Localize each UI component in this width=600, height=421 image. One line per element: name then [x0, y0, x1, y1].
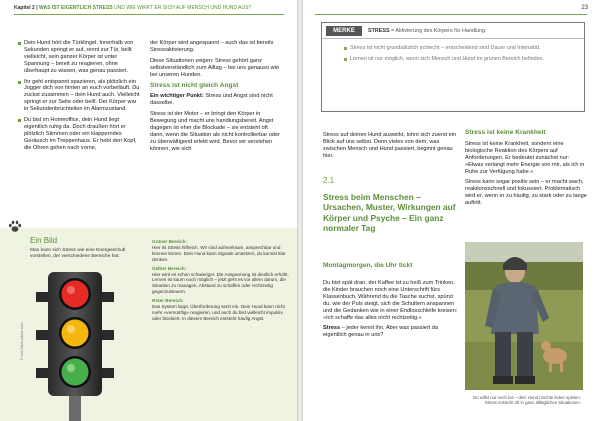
left-page: [0, 0, 297, 421]
paragraph: Diese Situationen zeigen: Stress gehört ganz selbstverständlich zum Alltag – bei uns genauso wie bei unseren Hunden.: [150, 57, 280, 78]
list-item: Du bist im Homeoffice, dein Hund liegt eigentlich ruhig da. Doch draußen hört er plötzlich Stimmen oder ein klapperndes Geräusch im Treppenhaus. Er hebt den Kopf, die Ohren gehen nach vorne,: [18, 117, 140, 152]
paragraph: Du bist spät dran, der Kaffee ist zu heiß zum Trinken, die Kinder brauchen noch eine Unterschrift fürs Klassenbuch. Während du die Tasche suchst, spürst du, wie der Puls steigt, sich die Schultern anspannen und die Gedanken wie in einer Endlosschleife kreisen: »Ich schaffe das alles nicht rechtzeitig.«: [323, 280, 458, 321]
paragraph-text: – jeder kennt ihn. Aber was passiert da eigentlich genau in uns?: [323, 325, 439, 339]
paragraph: Stress ist keine Krankheit, sondern eine biologische Reaktion des Körpers auf Anforderungen. Er bedeutet zunächst nur: »Etwas verlangt mehr Energie von mir, als ich in Ruhe zur Verfügung habe.«: [465, 140, 585, 175]
section-title: Stress beim Menschen – Ursachen, Muster, Wirkungen auf Körper und Psyche – Ein ganz normaler Tag: [323, 192, 456, 234]
paragraph: der Körper wird angespannt – auch das ist bereits Stressaktivierung.: [150, 40, 274, 53]
chapter-title: WAS IST EIGENTLICH STRESS: [39, 5, 113, 11]
box-title: Ein Bild: [30, 236, 58, 245]
stress-zones: [152, 236, 292, 324]
right-column-1: [323, 280, 459, 343]
list-item: Stress ist nicht grundsätzlich schlecht – entscheidend sind Dauer und Intensität.: [344, 45, 580, 52]
box-caption: Man kann sich Stress wie eine Energieschub vorstellen, der verschiedene Bereiche hat:: [30, 248, 126, 259]
chapter-subtitle: UND WIE WIRKT ER SICH AUF MENSCH UND HUND AUS?: [114, 5, 252, 11]
zone-text-green: Hier ist Stress hilfreich. Wir sind aufmerksam, ansprechbar und können lernen. Dein Hund kann Signale umsetzen, du kannst klar denken.: [152, 244, 286, 262]
merke-term: STRESS: [368, 28, 390, 34]
photo-caption: Du willst nur noch los – dein Hund möchte lieber spielen. Stress entsteht oft in ganz alltäglichen Situationen.: [473, 395, 581, 406]
paragraph-text: Stress und Angst sind nicht dasselbe.: [150, 93, 273, 107]
zone-title-green: Grüner Bereich:: [152, 239, 187, 244]
list-item: Ihr geht entspannt spazieren, als plötzlich ein Jogger dich von hinten an euch vorbeiläuft. Du zuckst zusammen – dein Hund auch. Vielleicht springt er zur Seite oder bellt. Der Körper war in Sekundenbruchteilen im Alarmzustand.: [18, 79, 140, 114]
list-item: Lernen ist nur möglich, wenn sich Mensch und Hund im grünen Bereich befinden.: [344, 56, 580, 63]
merke-box: [321, 22, 585, 112]
zone-title-yellow: Gelber Bereich:: [152, 265, 187, 271]
left-column-2: [150, 40, 280, 157]
emphasis: Ein wichtiger Punkt:: [150, 93, 204, 100]
paragraph: Stress ist der Motor – er bringt den Körper in Bewegung und macht uns handlungsbereit. Angst dagegen ist eher die Blockade – sie entsteht oft dann, wenn die Situation als nicht kontrollierbar oder zu überwältigend erlebt wird. Bevor wir verstehen können, wie sich: [150, 111, 280, 152]
zone-text-red: Das System kippt. Überforderung setzt ein. Dein Hund kann nicht mehr »vernünftig« reagieren, und auch du bist vielleicht impulsiv oder blockiert. In diesem Bereich entsteht häufig Angst.: [152, 304, 285, 321]
merke-list: [344, 45, 580, 67]
right-page: [303, 0, 600, 421]
left-column-1: [18, 40, 140, 156]
zone-title-red: Roter Bereich:: [152, 298, 184, 304]
paragraph: [323, 325, 459, 339]
paw-icon: [8, 220, 22, 236]
subheading: Montagmorgen, die Uhr tickt: [323, 262, 413, 269]
zone-text-yellow: Hier wird es schon schwieriger. Die Anspannung ist deutlich erhöht. Lernen ist kaum noch möglich – jetzt geht es vor allem darum, die Situation zu managen, Abstand zu schaffen oder rechtzeitig gegenzusteuern.: [152, 271, 289, 295]
merke-header: [322, 23, 584, 39]
dog-owner-photo: [465, 242, 583, 390]
traffic-light-illustration: [32, 272, 118, 421]
right-column-2: [465, 130, 587, 211]
header-rule: [315, 14, 587, 15]
merke-definition: = Aktivierung des Körpers für Handlung.: [389, 28, 487, 34]
section-heading: Stress ist nicht gleich Angst: [150, 81, 239, 89]
running-head: [14, 5, 251, 11]
paragraph: Stress kann sogar positiv sein – er macht wach, reaktionsschnell und fokussiert. Problematisch wird er, wenn er zu häufig, zu stark oder zu lange auftritt.: [465, 179, 587, 207]
intro-paragraph: Stress auf deinen Hund auswirkt, lohnt sich zuerst ein Blick auf uns selbst. Denn vieles von dem, was zwischen Mensch und Hund passiert, beginnt genau hier.: [323, 132, 457, 159]
emphasis: Stress: [323, 325, 341, 332]
merke-label: MERKE: [326, 26, 362, 36]
chapter-label: Kapitel 2 |: [14, 5, 38, 11]
list-item: Dein Hund hört die Türklingel. Innerhalb von Sekunden springt er auf, rennt zur Tür, bellt vielleicht, sein ganzer Körper ist unter Spannung – bereit zu reagieren, ohne überhaupt zu wissen, was genau passiert.: [18, 40, 140, 75]
header-rule: [14, 14, 284, 15]
section-heading: Stress ist keine Krankheit: [465, 129, 546, 136]
example-list: [18, 40, 140, 152]
paragraph: [150, 93, 280, 107]
page-number: 23: [581, 5, 588, 11]
section-number: 2.1: [323, 176, 335, 185]
image-credit: © mel-Stock.adobe.com: [20, 322, 24, 360]
merke-title: [368, 28, 487, 34]
